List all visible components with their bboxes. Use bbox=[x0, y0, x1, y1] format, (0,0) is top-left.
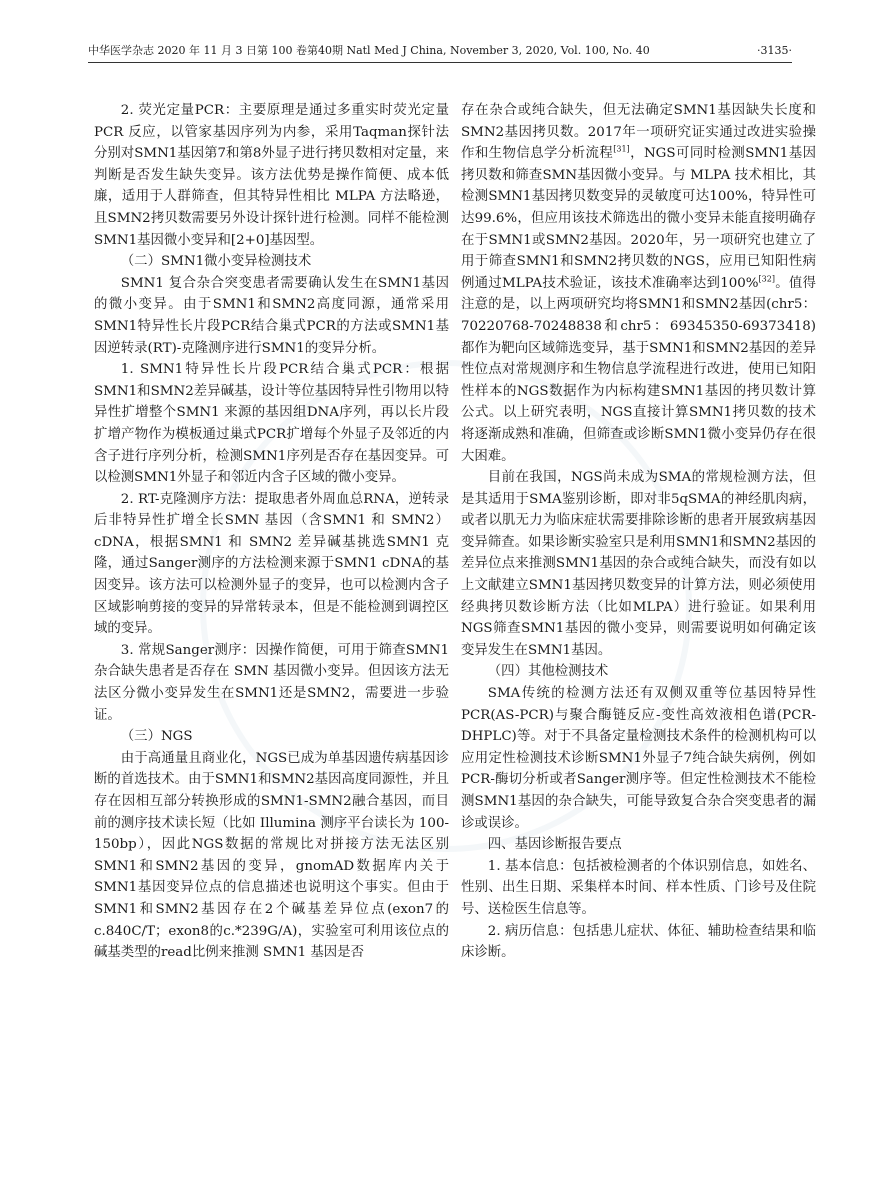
running-header bbox=[88, 40, 792, 63]
text-run: 。值得注意的是，以上两项研究均将SMN1和SMN2基因(chr5：70220768-70248838和chr5：69345350-69373418)都作为靶向区域筛选变异，基于SMN1和SMN2基因的差异性位点对常规测序和生物信息学流程进行改进，使用已知阳性样本的NGS数据作为内标构建SMN1基因的拷贝数计算公式。以上研究表明，NGS直接计算SMN1拷贝数的技术将逐渐成熟和准确，但筛查或诊断SMN1微小变异仍存在很大困难。 bbox=[461, 275, 816, 464]
text-run: 存在杂合或纯合缺失，但无法确定SMN1基因缺失长度和SMN2基因拷贝数。2017年一项研究证实通过改进实验操作和生物信息学分析流程 bbox=[461, 103, 816, 162]
section-heading: （二）SMN1微小变异检测技术 bbox=[120, 254, 312, 270]
left-column bbox=[94, 100, 449, 964]
journal-citation: 中华医学杂志 2020 年 11 月 3 日第 100 卷第40期 Natl Med J China, November 3, 2020, Vol. 100, No. 40 bbox=[88, 44, 650, 57]
citation: [31] bbox=[613, 144, 630, 154]
page-number: ·3135· bbox=[757, 44, 792, 57]
paragraph-continued bbox=[461, 100, 816, 467]
right-column bbox=[461, 100, 816, 964]
paragraph: 3. 常规Sanger测序：因操作简便，可用于筛查SMN1 杂合缺失患者是否存在 SMN 基因微小变异。但因该方法无法区分微小变异发生在SMN1还是SMN2，需要进一步验证。 bbox=[94, 642, 449, 723]
paragraph: 2. 病历信息：包括患儿症状、体征、辅助检查结果和临床诊断。 bbox=[461, 923, 816, 961]
section-heading: 四、基因诊断报告要点 bbox=[487, 837, 622, 853]
paragraph: 目前在我国，NGS尚未成为SMA的常规检测方法，但是其适用于SMA鉴别诊断，即对非5qSMA的神经肌肉病，或者以肌无力为临床症状需要排除诊断的患者开展致病基因变异筛查。如果诊断实验室只是利用SMN1和SMN2基因的差异位点来推测SMN1基因的杂合或纯合缺失，而没有如以上文献建立SMN1基因拷贝数变异的计算方法，则必须使用经典拷贝数诊断方法（比如MLPA）进行验证。如果利用NGS筛查SMN1基因的微小变异，则需要说明如何确定该变异发生在SMN1基因。 bbox=[461, 470, 816, 658]
section-heading: （四）其他检测技术 bbox=[487, 664, 609, 680]
paragraph: 2. 荧光定量PCR：主要原理是通过多重实时荧光定量 PCR 反应，以管家基因序列为内参，采用Taqman探针法分别对SMN1基因第7和第8外显子进行拷贝数相对定量，来判断是否发生缺失变异。该方法优势是操作简便、成本低廉，适用于人群筛查，但其特异性相比 MLPA 方法略逊，且SMN2拷贝数需要另外设计探针进行检测。同样不能检测SMN1基因微小变异和[2+0]基因型。 bbox=[94, 103, 449, 248]
paragraph: 1. SMN1特异性长片段PCR结合巢式PCR：根据SMN1和SMN2差异碱基，设计等位基因特异性引物用以特异性扩增整个SMN1 来源的基因组DNA序列，再以长片段扩增产物作为模板通过巢式PCR扩增每个外显子及邻近的内含子进行序列分析，检测SMN1序列是否存在基因变异。可以检测SMN1外显子和邻近内含子区域的微小变异。 bbox=[94, 362, 449, 486]
paragraph: SMA传统的检测方法还有双侧双重等位基因特异性PCR(AS-PCR)与聚合酶链反应-变性高效液相色谱(PCR-DHPLC)等。对于不具备定量检测技术条件的检测机构可以应用定性检测技术诊断SMN1外显子7纯合缺失病例，例如PCR-酶切分析或者Sanger测序等。但定性检测技术不能检测SMN1基因的杂合缺失，可能导致复合杂合突变患者的漏诊或误诊。 bbox=[461, 686, 816, 831]
section-heading: （三）NGS bbox=[120, 729, 193, 745]
paragraph: 由于高通量且商业化，NGS已成为单基因遗传病基因诊断的首选技术。由于SMN1和SMN2基因高度同源性，并且存在因相互部分转换形成的SMN1-SMN2融合基因，而目前的测序技术读长短（比如 Illumina 测序平台读长为 100-150bp），因此NGS数据的常规比对拼接方法无法区别SMN1和SMN2基因的变异，gnomAD数据库内关于SMN1基因变异位点的信息描述也说明这个事实。但由于SMN1和SMN2基因存在2个碱基差异位点(exon7的c.840C/T；exon8的c.*239G/A)，实验室可利用该位点的碱基类型的read比例来推测 SMN1 基因是否 bbox=[94, 750, 449, 961]
text-run: ，NGS可同时检测SMN1基因拷贝数和筛查SMN基因微小变异。与 MLPA 技术相比，其检测SMN1基因拷贝数变异的灵敏度可达100%，特异性可达99.6%，但应用该技术筛选出的微小变异未能直接明确存在于SMN1或SMN2基因。2020年，另一项研究也建立了用于筛查SMN1和SMN2拷贝数的NGS，应用已知阳性病例通过MLPA技术验证，该技术准确率达到100% bbox=[461, 146, 816, 291]
citation: [32] bbox=[758, 274, 775, 284]
paragraph: 1. 基本信息：包括被检测者的个体识别信息，如姓名、性别、出生日期、采集样本时间、样本性质、门诊号及住院号、送检医生信息等。 bbox=[461, 858, 816, 917]
paragraph: SMN1 复合杂合突变患者需要确认发生在SMN1基因的微小变异。由于SMN1和SMN2高度同源，通常采用SMN1特异性长片段PCR结合巢式PCR的方法或SMN1基因逆转录(RT)-克隆测序进行SMN1的变异分析。 bbox=[94, 275, 449, 356]
paragraph: 2. RT-克隆测序方法：提取患者外周血总RNA，逆转录后非特异性扩增全长SMN 基因（含SMN1 和 SMN2）cDNA，根据SMN1 和 SMN2 差异碱基挑选SMN1 克隆，通过Sanger测序的方法检测来源于SMN1 cDNA的基因变异。该方法可以检测外显子的变异，也可以检测内含子区域影响剪接的变异的异常转录本，但是不能检测到调控区域的变异。 bbox=[94, 491, 449, 637]
